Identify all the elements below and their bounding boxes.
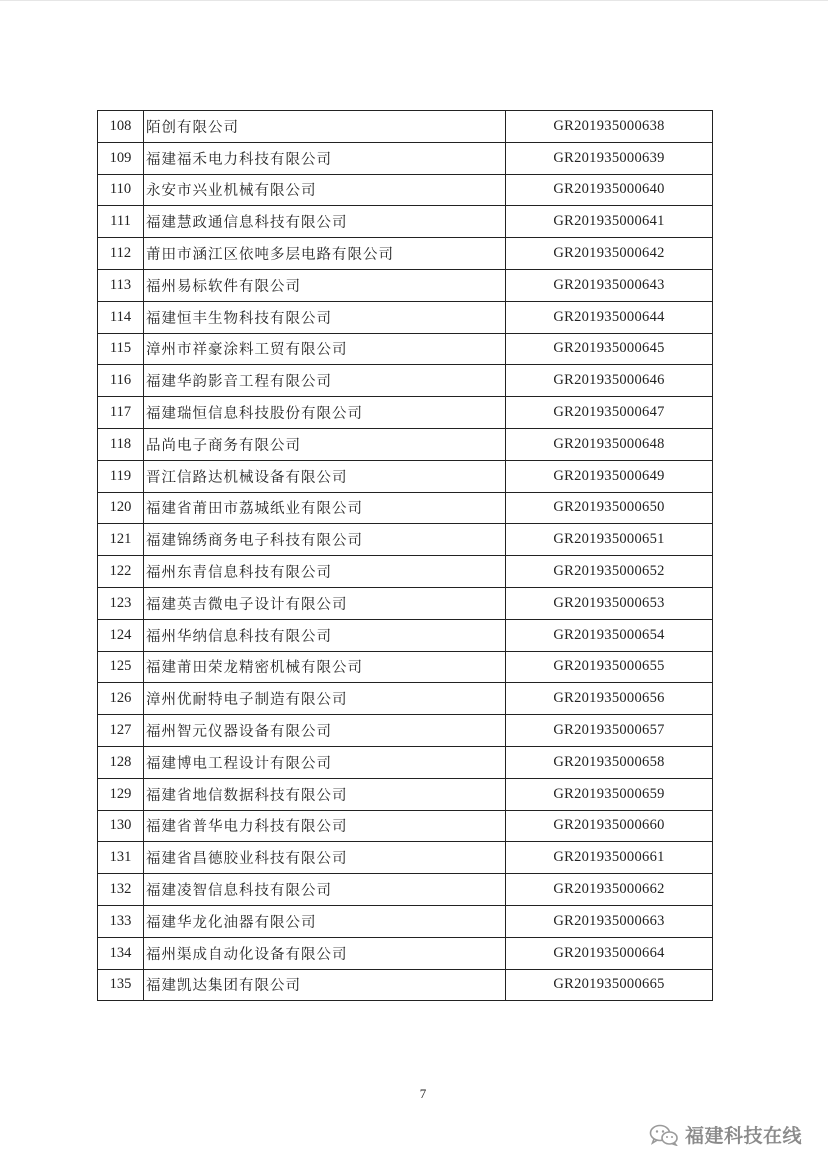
company-name: 漳州市祥豪涂料工贸有限公司	[144, 333, 506, 365]
table-row	[98, 365, 713, 397]
row-number: 127	[98, 715, 144, 747]
table-row	[98, 492, 713, 524]
table-row	[98, 778, 713, 810]
company-name: 福建华韵影音工程有限公司	[144, 365, 506, 397]
certificate-number: GR201935000639	[506, 142, 713, 174]
row-number: 113	[98, 269, 144, 301]
company-name: 福州智元仪器设备有限公司	[144, 715, 506, 747]
certificate-number: GR201935000642	[506, 238, 713, 270]
table-row	[98, 842, 713, 874]
certificate-table	[97, 110, 713, 1001]
table-row	[98, 587, 713, 619]
certificate-number: GR201935000662	[506, 874, 713, 906]
table-row	[98, 683, 713, 715]
certificate-number: GR201935000638	[506, 111, 713, 143]
certificate-number: GR201935000665	[506, 969, 713, 1001]
certificate-number: GR201935000656	[506, 683, 713, 715]
table-row	[98, 142, 713, 174]
certificate-number: GR201935000645	[506, 333, 713, 365]
table-row	[98, 746, 713, 778]
certificate-number: GR201935000646	[506, 365, 713, 397]
certificate-number: GR201935000661	[506, 842, 713, 874]
certificate-number: GR201935000643	[506, 269, 713, 301]
row-number: 117	[98, 397, 144, 429]
company-name: 福建省普华电力科技有限公司	[144, 810, 506, 842]
certificate-number: GR201935000663	[506, 905, 713, 937]
company-name: 福州华纳信息科技有限公司	[144, 619, 506, 651]
company-name: 福建英吉微电子设计有限公司	[144, 587, 506, 619]
table-row	[98, 905, 713, 937]
company-name: 福建锦绣商务电子科技有限公司	[144, 524, 506, 556]
company-name: 福建瑞恒信息科技股份有限公司	[144, 397, 506, 429]
row-number: 121	[98, 524, 144, 556]
certificate-number: GR201935000647	[506, 397, 713, 429]
company-name: 莆田市涵江区依吨多层电路有限公司	[144, 238, 506, 270]
row-number: 111	[98, 206, 144, 238]
row-number: 116	[98, 365, 144, 397]
row-number: 131	[98, 842, 144, 874]
table-row	[98, 238, 713, 270]
company-name: 福建华龙化油器有限公司	[144, 905, 506, 937]
watermark-text: 福建科技在线	[684, 1125, 802, 1147]
table-row	[98, 556, 713, 588]
company-name: 福建博电工程设计有限公司	[144, 746, 506, 778]
company-name: 福建省昌德胶业科技有限公司	[144, 842, 506, 874]
certificate-number: GR201935000648	[506, 428, 713, 460]
table-row	[98, 715, 713, 747]
certificate-number: GR201935000649	[506, 460, 713, 492]
company-name: 福建凯达集团有限公司	[144, 969, 506, 1001]
table-row	[98, 269, 713, 301]
certificate-number: GR201935000658	[506, 746, 713, 778]
row-number: 135	[98, 969, 144, 1001]
company-name: 福州东青信息科技有限公司	[144, 556, 506, 588]
company-name: 福建省莆田市荔城纸业有限公司	[144, 492, 506, 524]
table-row	[98, 206, 713, 238]
company-name: 福州渠成自动化设备有限公司	[144, 937, 506, 969]
row-number: 133	[98, 905, 144, 937]
company-name: 陌创有限公司	[144, 111, 506, 143]
table-row	[98, 301, 713, 333]
certificate-number: GR201935000652	[506, 556, 713, 588]
certificate-number: GR201935000654	[506, 619, 713, 651]
company-name: 福建凌智信息科技有限公司	[144, 874, 506, 906]
table-row	[98, 460, 713, 492]
certificate-number: GR201935000659	[506, 778, 713, 810]
row-number: 115	[98, 333, 144, 365]
table-row	[98, 174, 713, 206]
company-name: 福建福禾电力科技有限公司	[144, 142, 506, 174]
table-row	[98, 619, 713, 651]
row-number: 132	[98, 874, 144, 906]
certificate-number: GR201935000644	[506, 301, 713, 333]
company-name: 永安市兴业机械有限公司	[144, 174, 506, 206]
row-number: 129	[98, 778, 144, 810]
watermark	[649, 1121, 802, 1148]
certificate-number: GR201935000653	[506, 587, 713, 619]
row-number: 112	[98, 238, 144, 270]
row-number: 122	[98, 556, 144, 588]
row-number: 130	[98, 810, 144, 842]
company-name: 福建省地信数据科技有限公司	[144, 778, 506, 810]
row-number: 123	[98, 587, 144, 619]
table-row	[98, 428, 713, 460]
company-name: 品尚电子商务有限公司	[144, 428, 506, 460]
company-name: 福建慧政通信息科技有限公司	[144, 206, 506, 238]
row-number: 124	[98, 619, 144, 651]
row-number: 119	[98, 460, 144, 492]
table-row	[98, 969, 713, 1001]
row-number: 120	[98, 492, 144, 524]
certificate-number: GR201935000651	[506, 524, 713, 556]
certificate-table-body	[98, 111, 713, 1001]
certificate-number: GR201935000660	[506, 810, 713, 842]
wechat-icon	[649, 1124, 679, 1146]
company-name: 福建莆田荣龙精密机械有限公司	[144, 651, 506, 683]
row-number: 125	[98, 651, 144, 683]
certificate-number: GR201935000657	[506, 715, 713, 747]
company-name: 福州易标软件有限公司	[144, 269, 506, 301]
certificate-number: GR201935000640	[506, 174, 713, 206]
page-number: 7	[419, 1086, 427, 1101]
table-row	[98, 937, 713, 969]
company-name: 福建恒丰生物科技有限公司	[144, 301, 506, 333]
row-number: 108	[98, 111, 144, 143]
table-row	[98, 874, 713, 906]
page-top-border	[0, 0, 828, 1]
company-name: 漳州优耐特电子制造有限公司	[144, 683, 506, 715]
certificate-number: GR201935000641	[506, 206, 713, 238]
row-number: 134	[98, 937, 144, 969]
row-number: 128	[98, 746, 144, 778]
table-row	[98, 810, 713, 842]
table-row	[98, 111, 713, 143]
row-number: 114	[98, 301, 144, 333]
table-row	[98, 333, 713, 365]
row-number: 118	[98, 428, 144, 460]
certificate-number: GR201935000655	[506, 651, 713, 683]
row-number: 109	[98, 142, 144, 174]
row-number: 126	[98, 683, 144, 715]
certificate-number: GR201935000664	[506, 937, 713, 969]
company-name: 晋江信路达机械设备有限公司	[144, 460, 506, 492]
table-row	[98, 524, 713, 556]
certificate-number: GR201935000650	[506, 492, 713, 524]
table-row	[98, 651, 713, 683]
table-row	[98, 397, 713, 429]
row-number: 110	[98, 174, 144, 206]
